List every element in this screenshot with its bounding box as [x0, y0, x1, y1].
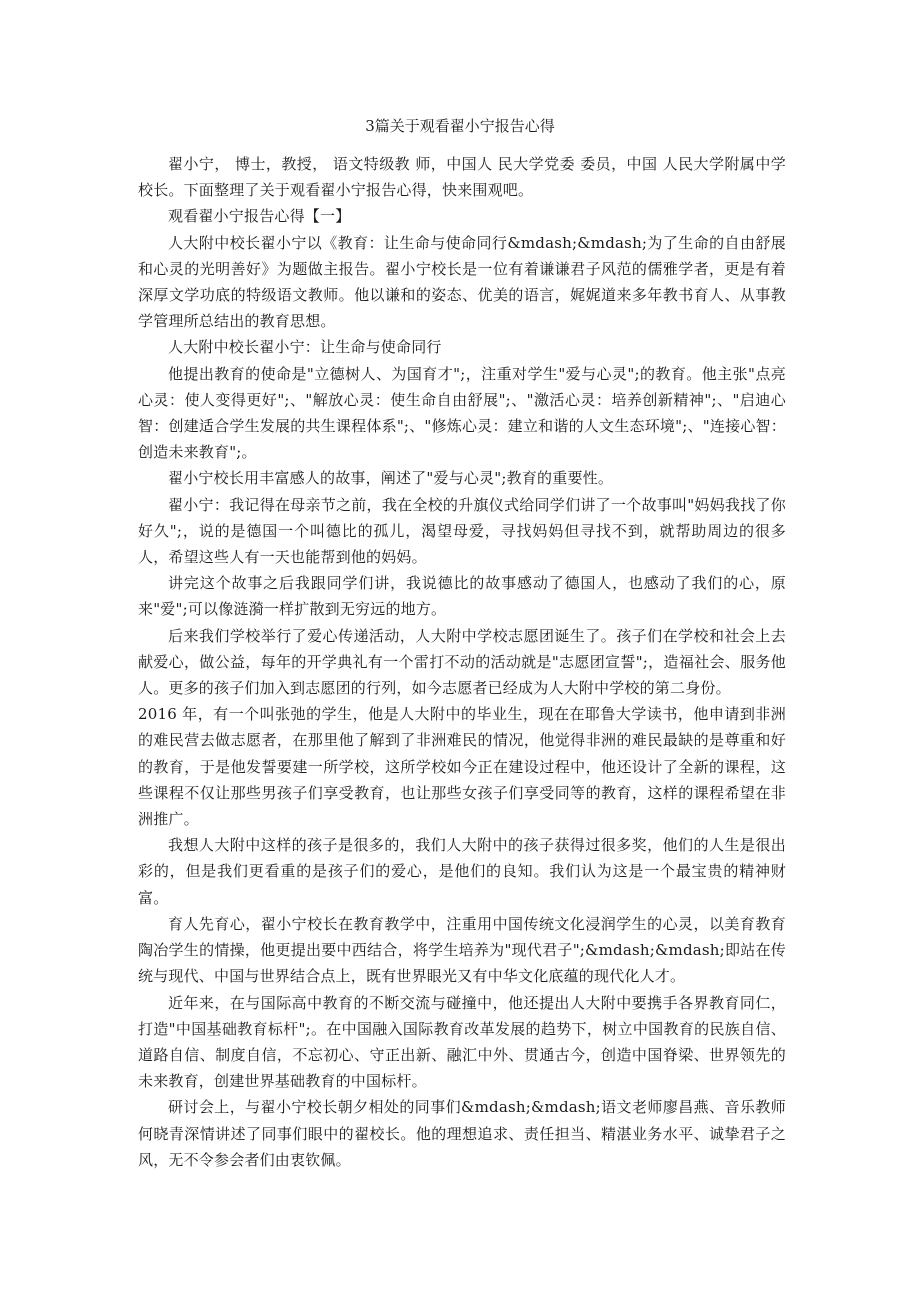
section-heading-1: 观看翟小宁报告心得【一】: [168, 207, 351, 226]
paragraph: 讲完这个故事之后我跟同学们讲，我说德比的故事感动了德国人，也感动了我们的心，原来"爱";可以像涟漪一样扩散到无穷远的地方。: [138, 574, 786, 619]
paragraph: 我想人大附中这样的孩子是很多的，我们人大附中的孩子获得过很多奖，他们的人生是很出彩的，但是我们更看重的是孩子们的爱心，是他们的良知。我们认为这是一个最宝贵的精神财富。: [138, 836, 786, 907]
paragraph: 后来我们学校举行了爱心传递活动，人大附中学校志愿团诞生了。孩子们在学校和社会上去献爱心，做公益，每年的开学典礼有一个雷打不动的活动就是"志愿团宣誓";，造福社会、服务他人。更多的孩子们加入到志愿团的行列，如今志愿者已经成为人大附中学校的第二身份。: [138, 626, 786, 698]
paragraph: 翟小宁：我记得在母亲节之前，我在全校的升旗仪式给同学们讲了一个故事叫"妈妈我找了你好久";，说的是德国一个叫德比的孤儿，渴望母爱，寻找妈妈但寻找不到，就帮助周边的很多人，希望这些人有一天也能帮到他的妈妈。: [138, 495, 786, 567]
paragraph: 2016 年，有一个叫张弛的学生，他是人大附中的毕业生，现在在耶鲁大学读书，他申请到非洲的难民营去做志愿者，在那里他了解到了非洲难民的情况，他觉得非洲的难民最缺的是尊重和好的教育，于是他发誓要建一所学校，这所学校如今正在建设过程中，他还设计了全新的课程，这些课程不仅让那些男孩子们享受教育，也让那些女孩子们享受同等的教育，这样的课程希望在非洲推广。: [138, 705, 786, 829]
subheading: 人大附中校长翟小宁：让生命与使命同行: [168, 338, 442, 357]
paragraph: 育人先育心，翟小宁校长在教育教学中，注重用中国传统文化浸润学生的心灵，以美育教育陶冶学生的情操，他更提出要中西结合，将学生培养为"现代君子";&mdash;&mdash;即站在传统与现代、中国与世界结合点上，既有世界眼光又有中华文化底蕴的现代化人才。: [138, 914, 786, 986]
paragraph: 人大附中校长翟小宁以《教育：让生命与使命同行&mdash;&mdash;为了生命的自由舒展和心灵的光明善好》为题做主报告。翟小宁校长是一位有着谦谦君子风范的儒雅学者，更是有着深厚文学功底的特级语文教师。他以谦和的姿态、优美的语言，娓娓道来多年教书育人、从事教学管理所总结出的教育思想。: [138, 233, 786, 331]
paragraph: 研讨会上，与翟小宁校长朝夕相处的同事们&mdash;&mdash;语文老师廖昌燕、音乐教师何晓青深情讲述了同事们眼中的翟校长。他的理想追求、责任担当、精湛业务水平、诚挚君子之风，无不令参会者们由衷钦佩。: [138, 1098, 786, 1169]
paragraph: 他提出教育的使命是"立德树人、为国育才";，注重对学生"爱与心灵";的教育。他主张"点亮心灵：使人变得更好";、"解放心灵：使生命自由舒展";、"激活心灵：培养创新精神";、"启迪心智：创建适合学生发展的共生课程体系";、"修炼心灵：建立和谐的人文生态环境";、"连接心智：创造未来教育";。: [138, 364, 786, 462]
paragraph: 近年来，在与国际高中教育的不断交流与碰撞中，他还提出人大附中要携手各界教育同仁，打造"中国基础教育标杆";。在中国融入国际教育改革发展的趋势下，树立中国教育的民族自信、道路自信、制度自信，不忘初心、守正出新、融汇中外、贯通古今，创造中国脊梁、世界领先的未来教育，创建世界基础教育的中国标杆。: [138, 993, 786, 1091]
paragraph: 翟小宁校长用丰富感人的故事，阐述了"爱与心灵";教育的重要性。: [168, 469, 614, 488]
document-body: [138, 151, 786, 1173]
document-title: 3篇关于观看翟小宁报告心得: [365, 117, 555, 135]
paragraph-intro: 翟小宁， 博士，教授， 语文特级教 师，中国人 民大学党委 委员，中国 人民大学附属中学校长。下面整理了关于观看翟小宁报告心得，快来围观吧。: [138, 155, 786, 200]
